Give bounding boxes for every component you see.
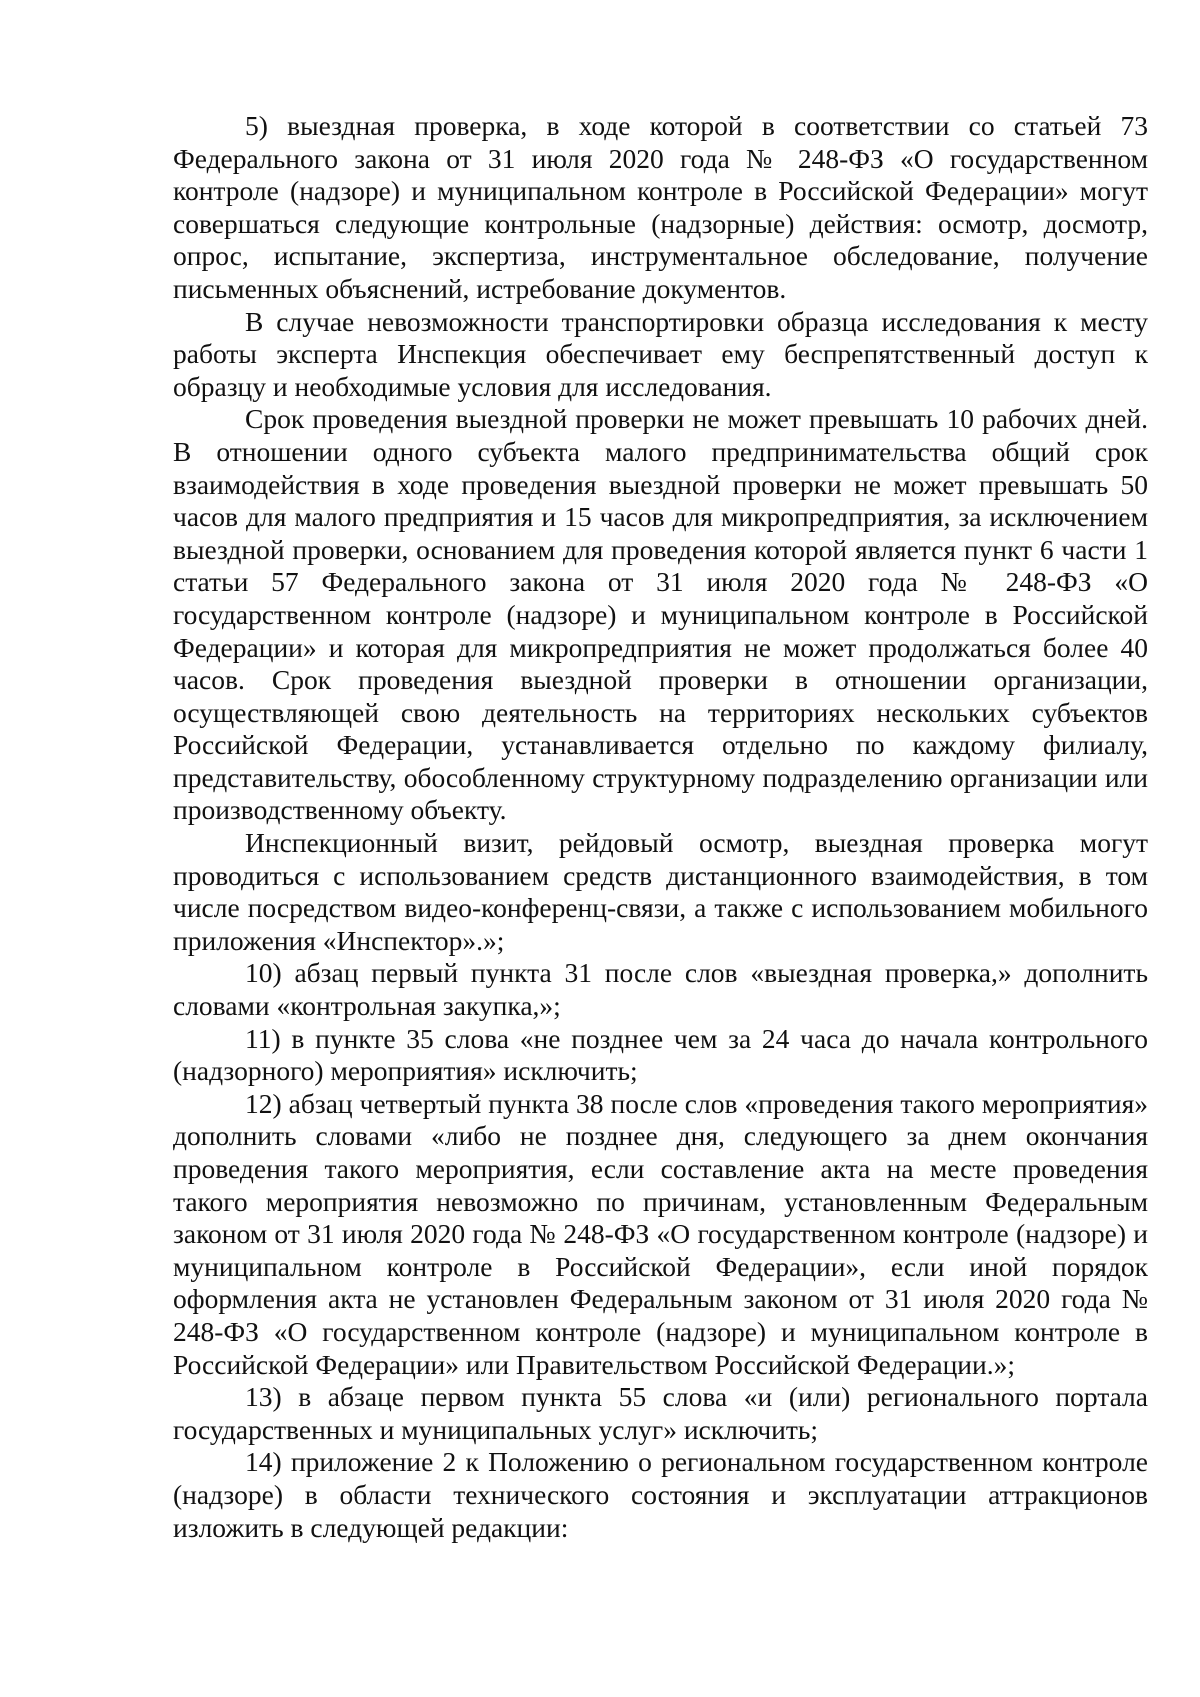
paragraph-item-10: 10) абзац первый пункта 31 после слов «выездная проверка,» дополнить словами «контрольная закупка,»; <box>173 957 1148 1022</box>
paragraph-item-12: 12) абзац четвертый пункта 38 после слов «проведения такого мероприятия» дополнить словами «либо не позднее дня, следующего за днем окончания проведения такого мероприятия, если составление акта на месте проведения такого мероприятия невозможно по причинам, установленным Федеральным законом от 31 июля 2020 года № 248-ФЗ «О государственном контроле (надзоре) и муниципальном контроле в Российской Федерации», если иной порядок оформления акта не установлен Федеральным законом от 31 июля 2020 года № 248-ФЗ «О государственном контроле (надзоре) и муниципальном контроле в Российской Федерации» или Правительством Российской Федерации.»; <box>173 1087 1148 1380</box>
paragraph-item-5-onsite-inspection: 5) выездная проверка, в ходе которой в соответствии со статьей 73 Федерального закона от 31 июля 2020 года № 248-ФЗ «О государственном контроле (надзоре) и муниципальном контроле в Российской Федерации» могут совершаться следующие контрольные (надзорные) действия: осмотр, досмотр, опрос, испытание, экспертиза, инструментальное обследование, получение письменных объяснений, истребование документов. <box>173 110 1148 304</box>
paragraph-item-13: 13) в абзаце первом пункта 55 слова «и (или) регионального портала государственных и муниципальных услуг» исключить; <box>173 1381 1148 1445</box>
paragraph-remote-interaction: Инспекционный визит, рейдовый осмотр, выездная проверка могут проводиться с использованием средств дистанционного взаимодействия, в том числе посредством видео-конференц-связи, а также с использованием мобильного приложения «Инспектор».»; <box>173 827 1148 956</box>
paragraph-item-11: 11) в пункте 35 слова «не позднее чем за 24 часа до начала контрольного (надзорного) мероприятия» исключить; <box>173 1022 1148 1087</box>
paragraph-inspection-duration: Срок проведения выездной проверки не может превышать 10 рабочих дней. В отношении одного субъекта малого предпринимательства общий срок взаимодействия в ходе проведения выездной проверки не может превышать 50 часов для малого предприятия и 15 часов для микропредприятия, за исключением выездной проверки, основанием для проведения которой является пункт 6 части 1 статьи 57 Федерального закона от 31 июля 2020 года № 248-ФЗ «О государственном контроле (надзоре) и муниципальном контроле в Российской Федерации» и которая для микропредприятия не может продолжаться более 40 часов. Срок проведения выездной проверки в отношении организации, осуществляющей свою деятельность на территориях нескольких субъектов Российской Федерации, устанавливается отдельно по каждому филиалу, представительству, обособленному структурному подразделению организации или производственному объекту. <box>173 403 1148 826</box>
paragraph-sample-transport: В случае невозможности транспортировки образца исследования к месту работы эксперта Инспекция обеспечивает ему беспрепятственный доступ к образцу и необходимые условия для исследования. <box>173 305 1148 402</box>
paragraph-item-14: 14) приложение 2 к Положению о региональном государственном контроле (надзоре) в области технического состояния и эксплуатации аттракционов изложить в следующей редакции: <box>173 1446 1148 1543</box>
document-page <box>173 110 1148 1544</box>
